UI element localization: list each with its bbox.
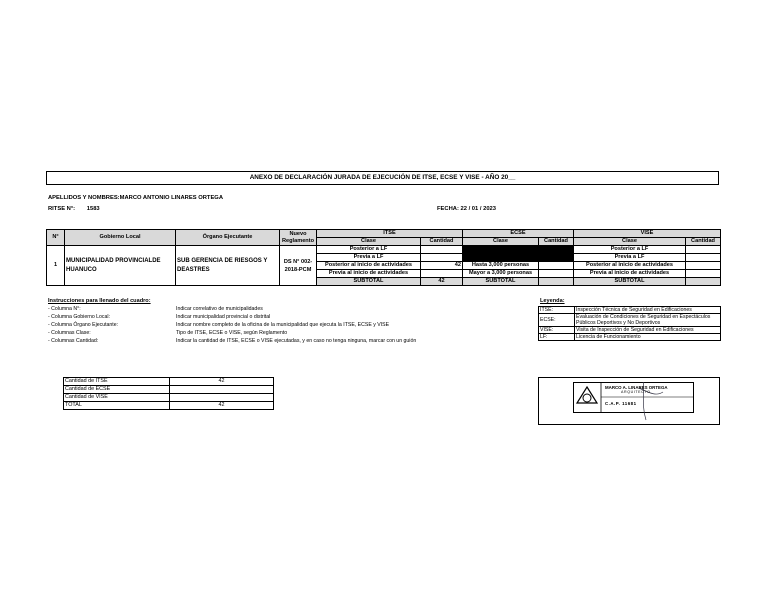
vise-clase-cell: Posterior a LF <box>574 246 686 254</box>
legend-row <box>539 327 721 334</box>
legend-row <box>539 307 721 314</box>
gobierno-value: MUNICIPALIDAD PROVINCIALDE HUANUCO <box>65 246 176 286</box>
itse-cantidad-cell: 42 <box>421 262 463 270</box>
totals-value <box>170 386 274 394</box>
legend-row <box>539 314 721 327</box>
ecse-clase-cell <box>463 254 539 262</box>
table-row <box>47 246 721 254</box>
legend-heading: Leyenda: <box>540 298 565 304</box>
fecha-label: FECHA: <box>437 206 459 212</box>
totals-row <box>64 394 274 402</box>
list-item <box>48 338 498 346</box>
ecse-clase-cell: Mayor a 3,000 personas <box>463 270 539 278</box>
vise-clase-cell: Previa al inicio de actividades <box>574 270 686 278</box>
col-gobierno-header: Gobierno Local <box>65 230 176 246</box>
legend-table <box>538 306 721 341</box>
itse-cantidad-cell <box>421 270 463 278</box>
instructions-heading: Instrucciones para llenado del cuadro: <box>48 298 151 304</box>
itse-cantidad-cell <box>421 246 463 254</box>
ecse-header: ECSE <box>463 230 574 238</box>
vise-cantidad-cell <box>686 262 721 270</box>
totals-label: TOTAL <box>64 402 170 410</box>
totals-label: Cantidad de ITSE <box>64 378 170 386</box>
ritse-value: 1583 <box>86 206 100 212</box>
fecha-line <box>437 206 496 212</box>
ecse-cantidad-header: Cantidad <box>539 238 574 246</box>
itse-clase-cell: Previa a LF <box>317 254 421 262</box>
itse-cantidad-header: Cantidad <box>421 238 463 246</box>
ecse-cantidad-cell <box>539 246 574 254</box>
totals-value: 42 <box>170 378 274 386</box>
document-title: ANEXO DE DECLARACIÓN JURADA DE EJECUCIÓN DE ITSE, ECSE Y VISE - AÑO 20__ <box>46 171 719 185</box>
vise-clase-cell: Previa a LF <box>574 254 686 262</box>
legend-key: VISE: <box>539 327 575 334</box>
list-item <box>48 314 498 322</box>
col-reglamento-header: Nuevo Reglamento <box>280 230 317 246</box>
signature-box <box>538 377 720 425</box>
instruction-label: - Columna N°: <box>48 306 81 312</box>
ecse-clase-header: Clase <box>463 238 539 246</box>
legend-text: Visita de Inspección de Seguridad en Edificaciones <box>575 327 721 334</box>
instruction-text: Indicar municipalidad provincial o distrital <box>176 313 271 320</box>
vise-clase-header: Clase <box>574 238 686 246</box>
totals-table <box>63 377 274 410</box>
itse-clase-header: Clase <box>317 238 421 246</box>
ecse-clase-cell <box>463 246 539 254</box>
legend-text: Evaluación de Condiciones de Seguridad en Espectáculos Públicos Deportivos y No Deportivos <box>575 314 721 327</box>
totals-value: 42 <box>170 402 274 410</box>
instruction-text: Indicar la cantidad de ITSE, ECSE o VISE ejecutadas, y en caso no tenga ninguna, marcar con un guión <box>176 337 417 344</box>
stamp-name: MARCO A. LINARES ORTEGA <box>605 385 668 390</box>
ritse-line <box>48 206 100 212</box>
vise-header: VISE <box>574 230 721 238</box>
list-item <box>48 306 498 314</box>
legend-text: Inspección Técnica de Seguridad en Edificaciones <box>575 307 721 314</box>
vise-cantidad-cell <box>686 246 721 254</box>
totals-row <box>64 378 274 386</box>
instruction-label: - Columnas Cantidad: <box>48 337 99 344</box>
totals-label: Cantidad de ECSE <box>64 386 170 394</box>
ecse-cantidad-cell <box>539 254 574 262</box>
vise-cantidad-header: Cantidad <box>686 238 721 246</box>
instruction-label: - Columna Órgano Ejecutante: <box>48 321 119 328</box>
instructions-list <box>48 306 498 346</box>
ecse-cantidad-cell <box>539 262 574 270</box>
itse-header: ITSE <box>317 230 463 238</box>
totals-row <box>64 402 274 410</box>
name-label: APELLIDOS Y NOMBRES: <box>48 195 120 201</box>
legend-key: LF: <box>539 334 575 341</box>
col-organo-header: Órgano Ejecutante <box>176 230 280 246</box>
instruction-text: Indicar correlativo de municipalidades <box>176 306 263 312</box>
vise-cantidad-cell <box>686 254 721 262</box>
ecse-subtotal-label: SUBTOTAL <box>463 278 539 286</box>
itse-clase-cell: Previa al inicio de actividades <box>317 270 421 278</box>
instruction-text: Indicar nombre completo de la oficina de la municipalidad que ejecuta la ITSE, ECSE y VISE <box>176 321 390 328</box>
itse-subtotal-value: 42 <box>421 278 463 286</box>
itse-clase-cell: Posterior a LF <box>317 246 421 254</box>
instruction-label: - Columna Gobierno Local: <box>48 313 110 320</box>
reglamento-value: DS N° 002-2018-PCM <box>280 246 317 286</box>
vise-subtotal-value <box>686 278 721 286</box>
legend-key: ITSE: <box>539 307 575 314</box>
ritse-label: RITSE N°: <box>48 206 76 212</box>
totals-row <box>64 386 274 394</box>
vise-subtotal-label: SUBTOTAL <box>574 278 686 286</box>
organo-value: SUB GERENCIA DE RIESGOS Y DEASTRES <box>176 246 280 286</box>
list-item <box>48 330 498 338</box>
ecse-clase-cell: Hasta 3,000 personas <box>463 262 539 270</box>
fecha-value: 22 / 01 / 2023 <box>460 206 496 212</box>
totals-label: Cantidad de VISE <box>64 394 170 402</box>
legend-key: ECSE: <box>539 314 575 327</box>
legend-text: Licencia de Funcionamiento <box>575 334 721 341</box>
name-value: MARCO ANTONIO LINARES ORTEGA <box>119 195 224 201</box>
instruction-label: - Columnas Clase: <box>48 329 91 336</box>
stamp-role: ARQUITECTO <box>621 390 651 394</box>
itse-cantidad-cell <box>421 254 463 262</box>
ecse-cantidad-cell <box>539 270 574 278</box>
list-item <box>48 322 498 330</box>
name-line <box>48 195 223 201</box>
legend-row <box>539 334 721 341</box>
instruction-text: Tipo de ITSE, ECSE o VISE, según Reglamento <box>176 329 288 336</box>
ecse-subtotal-value <box>539 278 574 286</box>
vise-cantidad-cell <box>686 270 721 278</box>
row-number: 1 <box>47 246 65 286</box>
col-n-header: N° <box>47 230 65 246</box>
itse-subtotal-label: SUBTOTAL <box>317 278 421 286</box>
declaration-table <box>46 229 721 286</box>
vise-clase-cell: Posterior al inicio de actividades <box>574 262 686 270</box>
stamp-cap: C.A.P. 11681 <box>605 401 637 406</box>
itse-clase-cell: Posterior al inicio de actividades <box>317 262 421 270</box>
totals-value <box>170 394 274 402</box>
